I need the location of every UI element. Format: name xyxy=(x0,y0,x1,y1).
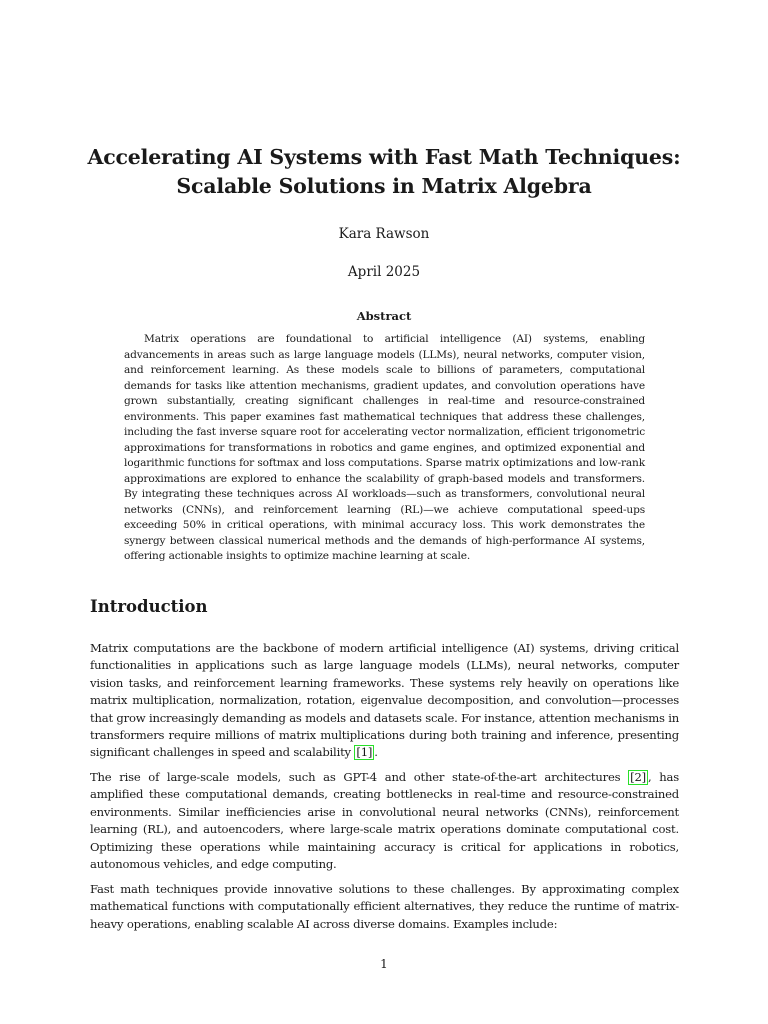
paper-date: April 2025 xyxy=(347,264,421,280)
abstract-text: Matrix operations are foundational to artificial intelligence (AI) systems, enabling advancements in areas such as large language models (LLMs), neural networks, computer vision, and reinforcement learning. As these models scale to billions of parameters, computational demands for tasks like attention mechanisms, gradient updates, and convolution operations have grown substantially, creating significant challenges in real-time and resource-constrained environments. This paper examines fast mathematical techniques that address these challenges, including the fast inverse square root for accelerating vector normalization, efficient trigonometric approximations for transformations in robotics and game engines, and optimized exponential and logarithmic functions for softmax and loss computations. Sparse matrix optimizations and low-rank approximations are explored to enhance the scalability of graph-based models and transformers. By integrating these techniques across AI workloads—such as transformers, convolutional neural networks (CNNs), and reinforcement learning (RL)—we achieve computational speed-ups exceeding 50% in critical operations, with minimal accuracy loss. This work demonstrates the synergy between classical numerical methods and the demands of high-performance AI systems, offering actionable insights to optimize machine learning at scale. xyxy=(124,333,645,562)
intro-paragraph-3: Fast math techniques provide innovative solutions to these challenges. By approximating complex mathematical functions with computationally efficient alternatives, they reduce the runtime of matrix-heavy operations, enabling scalable AI across diverse domains. Examples include: xyxy=(90,882,679,931)
intro-paragraph-1-text: Matrix computations are the backbone of modern artificial intelligence (AI) systems, driving critical functionalities in applications such as large language models (LLMs), neural networks, computer vision tasks, and reinforcement learning frameworks. These systems rely heavily on operations like matrix multiplication, normalization, rotation, eigenvalue decomposition, and convolution—processes that grow increasingly demanding as models and datasets scale. For instance, attention mechanisms in transformers require millions of matrix multiplications during both training and inference, presenting significant challenges in speed and scalability xyxy=(90,641,679,760)
intro-paragraph-2-end: , has amplified these computational demands, creating bottlenecks in real-time and resource-constrained environments. Similar inefficiencies arise in convolutional neural networks (CNNs), reinforcement learning (RL), and autoencoders, where large-scale matrix operations dominate computational cost. Optimizing these operations while maintaining accuracy is critical for applications in robotics, autonomous vehicles, and edge computing. xyxy=(90,770,679,872)
intro-paragraph-1 xyxy=(90,640,679,762)
intro-paragraph-1-end: . xyxy=(374,745,378,760)
citation-link-2[interactable]: [2] xyxy=(630,770,646,784)
page-number: 1 xyxy=(380,957,388,971)
paper-title-line-2: Scalable Solutions in Matrix Algebra xyxy=(176,174,592,198)
paper-title-line-1: Accelerating AI Systems with Fast Math Techniques: xyxy=(87,145,681,169)
paper-author: Kara Rawson xyxy=(338,226,430,242)
intro-paragraph-2-text: The rise of large-scale models, such as GPT-4 and other state-of-the-art architectures xyxy=(90,770,629,784)
section-heading-introduction: Introduction xyxy=(90,597,208,616)
abstract-heading: Abstract xyxy=(356,309,412,323)
citation-link-1[interactable]: [1] xyxy=(356,745,373,760)
paper-title xyxy=(60,143,708,201)
intro-paragraph-2 xyxy=(90,769,679,873)
